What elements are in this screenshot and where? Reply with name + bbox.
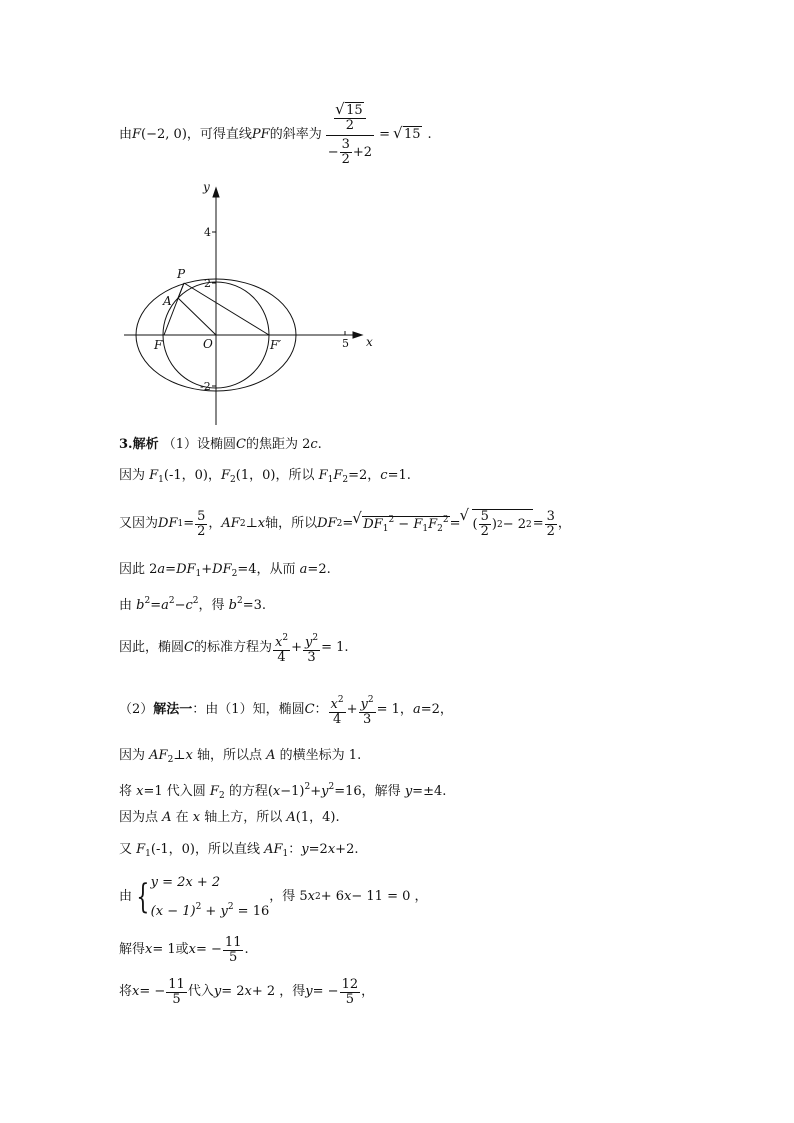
num: 5 — [197, 508, 206, 524]
text: = — [183, 516, 195, 531]
text: y — [360, 697, 368, 712]
text: +2 — [352, 144, 373, 160]
text: 2 — [367, 695, 374, 705]
text: y — [321, 784, 329, 799]
text: 2 — [304, 782, 311, 792]
text: ⊥ — [245, 516, 258, 531]
text: 的标准方程为 — [193, 640, 272, 655]
den: 2 — [341, 151, 350, 167]
fraction — [303, 631, 320, 665]
text: 2 — [496, 519, 503, 530]
text: A — [286, 810, 296, 825]
text: ： — [288, 842, 302, 857]
den: 5 — [229, 949, 238, 965]
text: x — [132, 984, 140, 999]
text: 1 — [327, 475, 334, 485]
text: =2 — [308, 842, 328, 857]
text: 又 — [119, 842, 137, 857]
text: = 1或 — [152, 942, 189, 957]
text: F — [428, 516, 438, 532]
text: = − — [139, 984, 166, 999]
tick-label: 2 — [204, 277, 211, 290]
num: 3 — [341, 136, 350, 152]
text: ：由（1）知，椭圆 — [192, 702, 305, 717]
text: F — [221, 468, 231, 483]
text: ， — [557, 516, 571, 531]
text: = 1. — [321, 640, 349, 655]
slope-line — [119, 100, 432, 170]
text: x — [136, 784, 144, 799]
text: 2 — [167, 755, 174, 765]
text: a — [161, 598, 169, 613]
text: DF — [158, 516, 178, 531]
text: 2 — [192, 596, 199, 606]
text: F — [209, 784, 219, 799]
equation-system — [151, 871, 270, 924]
text: a — [412, 702, 421, 717]
text: + — [201, 562, 213, 577]
text: = — [379, 127, 390, 142]
text: x — [307, 889, 315, 904]
solution-heading — [119, 437, 322, 453]
equation-system-line — [119, 870, 428, 924]
text: +2. — [335, 842, 359, 857]
text: = — [532, 516, 544, 531]
text: A — [162, 810, 172, 825]
sqrt — [461, 509, 533, 539]
text: 1 — [177, 519, 184, 529]
text: DF — [176, 562, 196, 577]
text: F — [413, 516, 423, 532]
text: =±4. — [412, 784, 447, 799]
text: 轴上方，所以 — [200, 810, 287, 825]
point-f-prime: F′ — [270, 338, 282, 352]
text: y — [213, 984, 222, 999]
text: = − — [196, 942, 222, 957]
text: A — [266, 748, 276, 763]
text: 2 — [437, 523, 443, 534]
text: 2 — [218, 791, 225, 801]
text: ⊥ — [173, 748, 186, 763]
text: . — [427, 127, 432, 142]
text: x — [185, 748, 193, 763]
text: =1. — [387, 468, 411, 483]
text: 的焦距为 2 — [245, 437, 311, 452]
text: = 16 — [233, 903, 270, 919]
text: x — [244, 984, 252, 999]
text: 2 — [195, 901, 202, 912]
text: x — [188, 942, 196, 957]
text: b — [136, 598, 145, 613]
text: =16，解得 — [334, 784, 405, 799]
text: 2 — [312, 633, 319, 643]
text: = — [342, 516, 354, 531]
text: 由 — [119, 889, 133, 904]
text: 2 — [525, 519, 532, 530]
text: PF — [251, 127, 270, 142]
text: （2） — [119, 702, 154, 717]
text: 2 — [342, 475, 349, 485]
text-line — [119, 562, 331, 582]
text: ， — [399, 702, 413, 717]
radicand: 15 — [403, 127, 421, 142]
text: x — [274, 635, 283, 650]
point-f: F — [132, 127, 142, 142]
text: x — [272, 784, 281, 799]
point-f: F — [154, 338, 163, 352]
text: + — [310, 784, 322, 799]
text: 解法一 — [153, 702, 193, 717]
segment-a-o — [178, 298, 216, 335]
text: DF — [363, 516, 383, 532]
text: y — [304, 635, 313, 650]
text: = — [165, 562, 177, 577]
text: 1 — [282, 849, 289, 859]
text: 轴，所以点 — [192, 748, 267, 763]
text: 代入 — [187, 984, 214, 999]
text: 2 — [328, 782, 335, 792]
point-p: P — [177, 267, 186, 281]
text: 由 — [119, 598, 137, 613]
text: 因为点 — [119, 810, 163, 825]
sqrt — [353, 512, 449, 537]
text: 2 — [230, 475, 236, 485]
equation-row: y = 2x + 2 — [150, 874, 221, 890]
text: C — [236, 437, 246, 452]
text: =3. — [242, 598, 267, 613]
text: 轴，所以 — [265, 516, 318, 531]
text-line — [119, 842, 358, 862]
segment-fp — [164, 283, 184, 335]
text: x — [145, 942, 153, 957]
text: 2 — [239, 519, 246, 529]
brace: { — [136, 877, 150, 917]
segment-p-a — [178, 283, 184, 298]
den: 4 — [332, 712, 342, 727]
text: . — [244, 942, 249, 957]
text: 1 — [422, 523, 429, 534]
y-label: y — [203, 180, 210, 194]
text: (x − 1) — [150, 903, 196, 919]
text: x — [192, 810, 201, 825]
text: 因此，椭圆 — [119, 640, 185, 655]
text: + — [291, 640, 302, 655]
text: 将 — [119, 784, 137, 799]
text: 2 — [282, 633, 289, 643]
den: 3 — [362, 712, 372, 727]
text: − 11 = 0 ， — [351, 889, 428, 904]
text: 2 — [227, 901, 234, 912]
text: = — [150, 598, 162, 613]
text: DF — [212, 562, 232, 577]
text: C — [184, 640, 194, 655]
coord: (−2, 0) — [141, 127, 187, 142]
text: ，得 — [198, 598, 229, 613]
text: − — [394, 516, 414, 532]
text: F — [318, 468, 328, 483]
text: 的方程( — [224, 784, 273, 799]
x-label: x — [366, 335, 373, 349]
text: y — [301, 842, 309, 857]
text: 的斜率为 — [269, 127, 322, 142]
den: 2 — [345, 117, 355, 133]
text-line — [119, 972, 374, 1012]
text: −1) — [280, 784, 305, 799]
fraction — [223, 936, 244, 965]
text: =2. — [307, 562, 331, 577]
text: ，得 5 — [269, 889, 308, 904]
num: 11 — [224, 934, 242, 950]
fraction — [195, 510, 207, 539]
text-line — [119, 468, 411, 488]
text: ) — [491, 516, 497, 532]
text: c — [380, 468, 388, 483]
text: ： — [314, 702, 328, 717]
text: a — [157, 562, 166, 577]
circle — [163, 282, 269, 388]
text: （1）设椭圆 — [162, 437, 236, 452]
text-line — [119, 810, 340, 826]
fraction — [329, 693, 346, 727]
text: AF — [149, 748, 168, 763]
text: F — [149, 468, 159, 483]
den: 4 — [277, 650, 286, 665]
text: 2 — [315, 892, 321, 902]
text: 的横坐标为 1. — [275, 748, 362, 763]
text: 2 — [231, 569, 238, 579]
point-a: A — [163, 294, 172, 308]
slope-fraction: √ $\frac{15}{2}$ − $\frac{3}{2}$ +2 — [326, 104, 374, 167]
tick-label: 5 — [342, 337, 349, 350]
den: 5 — [345, 991, 354, 1007]
text: (-1，0)， — [163, 468, 221, 483]
fraction — [273, 631, 290, 665]
fraction — [340, 978, 361, 1007]
text: AF — [221, 516, 240, 531]
text: =4，从而 — [237, 562, 300, 577]
text: − 2 — [502, 516, 526, 532]
text: AF — [264, 842, 283, 857]
text: x — [327, 842, 336, 857]
text: √ ( — [472, 516, 478, 532]
text: c — [310, 437, 318, 452]
text: ， — [208, 516, 222, 531]
text-line — [119, 690, 453, 730]
text: 解得 — [119, 942, 146, 957]
text: 1 — [382, 523, 389, 534]
text: 因此 2 — [119, 562, 158, 577]
text: = 1 — [376, 702, 400, 717]
text: − — [174, 598, 186, 613]
text: DF — [317, 516, 337, 531]
text: 将 — [119, 984, 133, 999]
text: + 6 — [320, 889, 345, 904]
num: 5 — [480, 509, 489, 524]
text: 2 — [336, 519, 343, 529]
text: ， — [361, 984, 375, 999]
arrow — [213, 188, 219, 197]
text-line — [119, 593, 266, 614]
text: . — [317, 437, 322, 452]
text: 2 — [144, 596, 151, 606]
den: 3 — [307, 650, 316, 665]
text: a — [299, 562, 308, 577]
den: 2 — [546, 523, 555, 539]
text: 在 — [171, 810, 193, 825]
fraction — [545, 510, 557, 539]
text: F — [136, 842, 146, 857]
num: 11 — [168, 976, 185, 992]
sqrt — [394, 127, 422, 143]
text: 2 — [237, 596, 243, 606]
text: 2 — [442, 514, 449, 525]
text-line — [119, 504, 571, 544]
text: ，可得直线 — [186, 127, 252, 142]
text: 1 — [195, 569, 202, 579]
sqrt: 15 — [346, 102, 363, 118]
text-line — [119, 930, 249, 970]
text: + — [346, 702, 358, 717]
text: 1 — [158, 475, 164, 485]
text-line — [119, 628, 349, 668]
tick-label: 4 — [204, 226, 211, 239]
num: 3 — [546, 508, 555, 524]
text: =2， — [420, 702, 453, 717]
text-line — [119, 748, 361, 768]
text: F — [333, 468, 343, 483]
text: 2 — [168, 596, 175, 606]
text: x — [344, 889, 352, 904]
text: 1 — [145, 849, 151, 859]
text: C — [304, 702, 315, 717]
den: 5 — [172, 991, 181, 1007]
text: 又因为 — [119, 516, 159, 531]
text: c — [185, 598, 193, 613]
text: 由 — [119, 127, 133, 142]
text-line — [119, 779, 446, 804]
text: y — [305, 984, 313, 999]
text: 2 — [388, 514, 395, 525]
text: =1 代入圆 — [143, 784, 210, 799]
tick-label: -2 — [200, 380, 211, 393]
den: 2 — [480, 524, 489, 539]
text: = 2 — [221, 984, 245, 999]
solution-label: 3.解析 — [119, 437, 159, 452]
text: (1，4). — [295, 810, 340, 825]
segment-pf-prime — [184, 283, 269, 335]
num: 12 — [341, 976, 359, 992]
point-o: O — [203, 337, 213, 351]
text: =2， — [348, 468, 381, 483]
text: = — [449, 516, 461, 531]
text: 因为 — [119, 748, 150, 763]
text: x — [330, 697, 338, 712]
text: b — [228, 598, 237, 613]
text: = − — [312, 984, 339, 999]
text: + 2 ，得 — [251, 984, 306, 999]
fraction — [359, 693, 376, 727]
arrow — [353, 332, 362, 338]
text: + y — [201, 903, 228, 919]
text: x — [257, 516, 266, 531]
text: y — [404, 784, 413, 799]
fraction — [166, 978, 187, 1007]
text: 因为 — [119, 468, 150, 483]
ellipse — [136, 279, 296, 391]
den: 2 — [197, 523, 206, 539]
text: 2 — [337, 695, 344, 705]
text: (1，0)，所以 — [235, 468, 319, 483]
text: (-1，0)，所以直线 — [150, 842, 265, 857]
